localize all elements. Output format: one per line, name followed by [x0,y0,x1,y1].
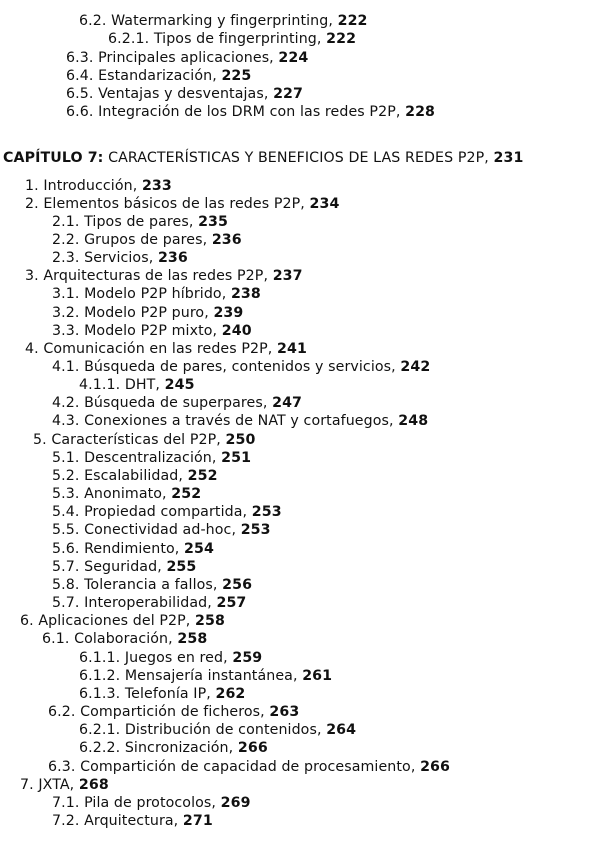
toc-entry-text: 3.1. Modelo P2P híbrido, [52,286,227,302]
toc-entry [52,794,251,812]
toc-entry-page: 248 [398,413,429,429]
toc-entry-text: 2.3. Servicios, [52,250,154,266]
toc-entry [25,195,339,213]
toc-entry [52,322,252,340]
toc-entry [25,340,307,358]
toc-entry [52,412,428,430]
toc-entry-text: 7. JXTA, [20,777,75,793]
toc-entry [52,485,201,503]
toc-entry-page: 259 [232,650,263,666]
toc-entry-page: 237 [272,268,303,284]
toc-entry-text: 3.2. Modelo P2P puro, [52,305,209,321]
toc-entry-page: 222 [337,13,368,29]
toc-entry-text: 6.1. Colaboración, [42,631,173,647]
toc-entry [52,576,252,594]
toc-entry [66,67,251,85]
toc-entry-page: 253 [251,504,282,520]
toc-entry-page: 255 [166,559,197,575]
toc-entry [20,612,225,630]
toc-entry-page: 266 [420,759,450,775]
toc-entry-text: 6.2.1. Tipos de fingerprinting, [108,31,322,47]
toc-entry-page: 228 [405,104,436,120]
toc-entry [79,667,332,685]
toc-entry-text: 6.1.1. Juegos en red, [79,650,228,666]
toc-entry-page: 240 [221,323,252,339]
toc-entry-page: 239 [213,305,244,321]
toc-entry-text: 6.6. Integración de los DRM con las redes P2P, [66,104,401,120]
toc-entry-text: 7.2. Arquitectura, [52,813,179,829]
toc-entry-page: 224 [278,50,309,66]
toc-entry-text: 4.1.1. DHT, [79,377,160,393]
toc-entry-text: 6.2.2. Sincronización, [79,740,234,756]
toc-entry [79,12,368,30]
toc-entry-page: 264 [326,722,357,738]
toc-entry [52,503,282,521]
toc-entry [52,394,302,412]
toc-entry-page: 254 [184,541,214,557]
toc-entry-page: 242 [400,359,431,375]
toc-entry [52,558,196,576]
chapter-label: CAPÍTULO 7: [3,150,104,166]
toc-entry-page: 227 [273,86,303,102]
toc-entry [52,231,242,249]
toc-entry-page: 238 [230,286,261,302]
toc-entry-text: 5.1. Descentralización, [52,450,217,466]
toc-entry [79,685,245,703]
toc-entry-page: 222 [326,31,357,47]
toc-entry [79,721,356,739]
toc-entry-text: 5.7. Seguridad, [52,559,162,575]
toc-entry-text: 5.5. Conectividad ad-hoc, [52,522,237,538]
toc-entry [79,649,262,667]
toc-entry-page: 233 [141,178,172,194]
toc-entry-text: 6. Aplicaciones del P2P, [20,613,191,629]
toc-entry-page: 263 [269,704,300,720]
toc-entry [42,630,207,648]
toc-entry [52,358,430,376]
toc-entry [66,49,308,67]
toc-entry [52,213,228,231]
toc-entry-text: 6.3. Compartición de capacidad de procesamiento, [48,759,416,775]
toc-entry [66,103,435,121]
toc-entry-page: 269 [220,795,251,811]
toc-entry [25,177,172,195]
toc-entry [48,703,299,721]
toc-entry [33,431,255,449]
toc-entry [52,812,213,830]
toc-entry-text: 4.1. Búsqueda de pares, contenidos y servicios, [52,359,396,375]
toc-entry-page: 258 [177,631,208,647]
toc-entry-text: 6.1.2. Mensajería instantánea, [79,668,298,684]
toc-entry [108,30,356,48]
toc-entry-page: 234 [309,196,340,212]
toc-entry-page: 262 [215,686,246,702]
toc-entry-text: 4.3. Conexiones a través de NAT y cortafuegos, [52,413,394,429]
toc-entry [79,376,195,394]
toc-entry-text: 6.3. Principales aplicaciones, [66,50,274,66]
toc-entry-page: 256 [222,577,253,593]
toc-entry-page: 235 [198,214,228,230]
toc-entry-page: 247 [272,395,303,411]
toc-entry [52,521,271,539]
toc-entry [79,739,268,757]
toc-entry [48,758,450,776]
toc-entry-text: 6.2.1. Distribución de contenidos, [79,722,322,738]
toc-entry-text: 6.2. Compartición de ficheros, [48,704,265,720]
toc-entry [52,467,218,485]
toc-entry [52,449,251,467]
toc-entry-page: 241 [277,341,307,357]
toc-entry-text: 2.1. Tipos de pares, [52,214,194,230]
toc-entry-page: 268 [78,777,109,793]
toc-entry-text: 5.8. Tolerancia a fallos, [52,577,218,593]
chapter-title: CARACTERÍSTICAS Y BENEFICIOS DE LAS REDES P2P, [108,150,489,166]
toc-entry [52,249,188,267]
toc-entry-page: 236 [157,250,188,266]
toc-entry-page: 257 [216,595,247,611]
toc-entry [52,285,261,303]
toc-entry-text: 2.2. Grupos de pares, [52,232,208,248]
chapter-page: 231 [493,150,524,166]
toc-entry-page: 261 [302,668,333,684]
toc-entry-page: 250 [225,432,256,448]
toc-entry-page: 245 [164,377,195,393]
toc-entry-text: 5.2. Escalabilidad, [52,468,184,484]
toc-entry [66,85,303,103]
toc-entry-page: 225 [221,68,252,84]
toc-entry [25,267,303,285]
toc-entry-text: 5.3. Anonimato, [52,486,167,502]
toc-entry-text: 6.4. Estandarización, [66,68,217,84]
toc-entry-page: 236 [211,232,242,248]
toc-entry-text: 6.5. Ventajas y desventajas, [66,86,269,102]
toc-entry [52,540,214,558]
toc-entry-text: 5.4. Propiedad compartida, [52,504,248,520]
toc-entry-text: 5. Características del P2P, [33,432,221,448]
toc-entry-page: 253 [240,522,271,538]
toc-entry-text: 5.7. Interoperabilidad, [52,595,212,611]
toc-entry-page: 258 [195,613,225,629]
toc-entry [52,304,243,322]
toc-entry-text: 6.1.3. Telefonía IP, [79,686,211,702]
toc-entry-text: 4. Comunicación en las redes P2P, [25,341,273,357]
toc-entry-page: 271 [182,813,213,829]
toc-entry-text: 2. Elementos básicos de las redes P2P, [25,196,305,212]
toc-entry-text: 4.2. Búsqueda de superpares, [52,395,268,411]
toc-entry-page: 252 [171,486,202,502]
toc-entry-text: 1. Introducción, [25,178,138,194]
toc-entry [52,594,246,612]
toc-entry [20,776,109,794]
toc-entry-text: 6.2. Watermarking y fingerprinting, [79,13,333,29]
toc-entry-page: 251 [221,450,252,466]
toc-entry-text: 3. Arquitecturas de las redes P2P, [25,268,269,284]
toc-entry-page: 266 [237,740,268,756]
toc-entry-text: 5.6. Rendimiento, [52,541,180,557]
chapter-heading [3,149,523,167]
toc-entry-page: 252 [187,468,218,484]
toc-entry-text: 7.1. Pila de protocolos, [52,795,217,811]
toc-entry-text: 3.3. Modelo P2P mixto, [52,323,218,339]
